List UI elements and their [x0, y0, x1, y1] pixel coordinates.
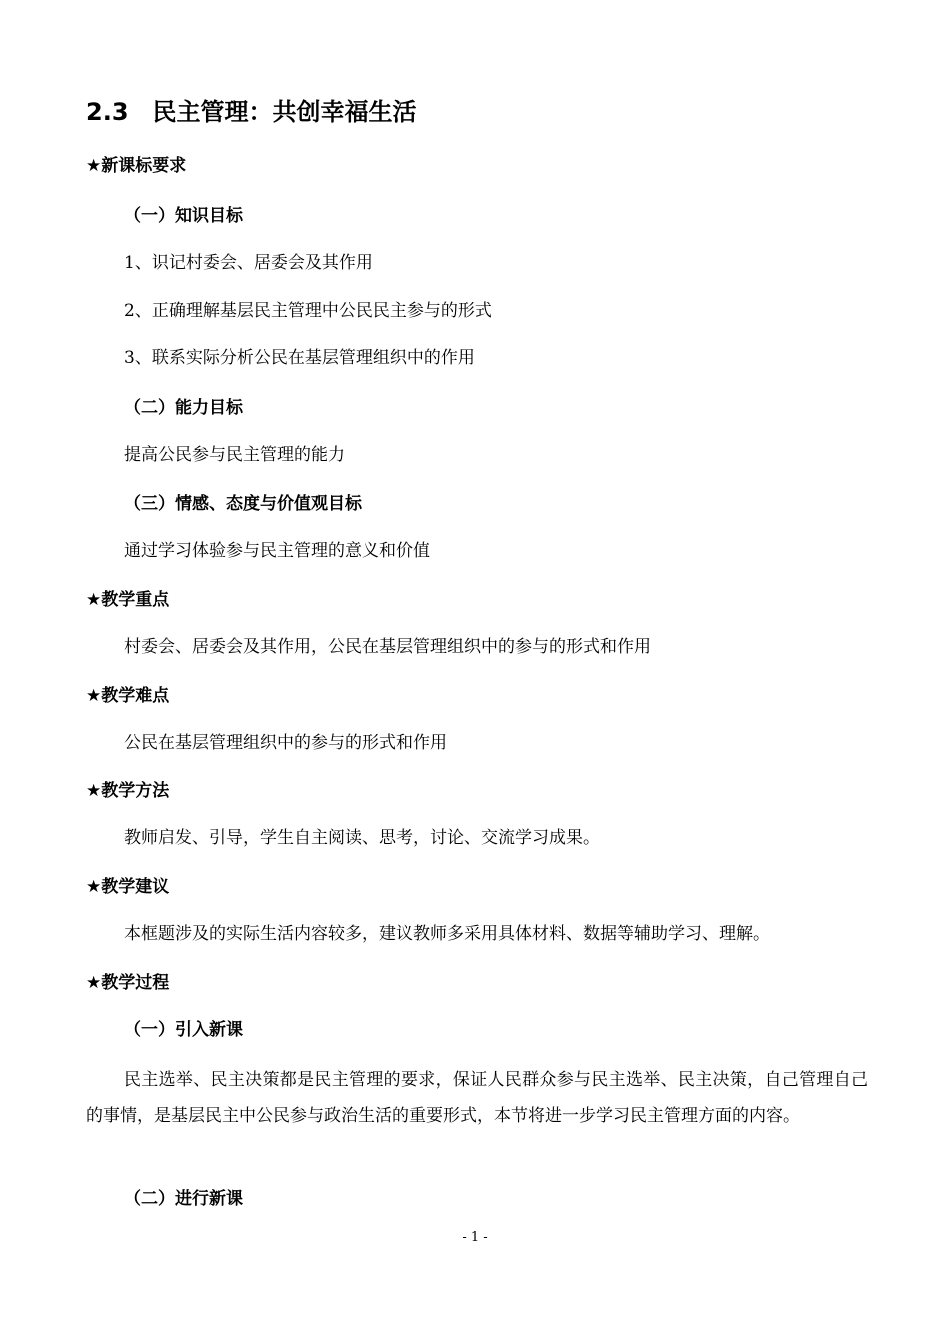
- suggestion-heading: ★教学建议: [86, 877, 170, 897]
- ability-heading: （二）能力目标: [124, 398, 243, 418]
- knowledge-item-3: 3、联系实际分析公民在基层管理组织中的作用: [124, 348, 475, 368]
- method-text: 教师启发、引导，学生自主阅读、思考，讨论、交流学习成果。: [124, 828, 600, 848]
- new-lesson-heading: （二）进行新课: [124, 1189, 243, 1209]
- ability-text: 提高公民参与民主管理的能力: [124, 445, 345, 465]
- process-heading: ★教学过程: [86, 973, 170, 993]
- difficulty-text: 公民在基层管理组织中的参与的形式和作用: [124, 733, 447, 753]
- title-text: 民主管理：共创幸福生活: [152, 98, 417, 126]
- key-points-text: 村委会、居委会及其作用，公民在基层管理组织中的参与的形式和作用: [124, 637, 651, 657]
- emotion-text: 通过学习体验参与民主管理的意义和价值: [124, 541, 430, 561]
- page-number: - 1 -: [462, 1230, 488, 1245]
- page-title: [86, 94, 417, 130]
- difficulty-heading: ★教学难点: [86, 686, 170, 706]
- intro-heading: （一）引入新课: [124, 1020, 243, 1040]
- knowledge-item-2: 2、正确理解基层民主管理中公民民主参与的形式: [124, 301, 492, 321]
- intro-paragraph: 民主选举、民主决策都是民主管理的要求，保证人民群众参与民主选举、民主决策，自己管理自己的事情，是基层民主中公民参与政治生活的重要形式，本节将进一步学习民主管理方面的内容。: [86, 1070, 868, 1126]
- emotion-heading: （三）情感、态度与价值观目标: [124, 494, 362, 514]
- knowledge-item-1: 1、识记村委会、居委会及其作用: [124, 253, 373, 273]
- knowledge-heading: （一）知识目标: [124, 206, 243, 226]
- method-heading: ★教学方法: [86, 781, 170, 801]
- key-points-heading: ★教学重点: [86, 590, 170, 610]
- section-number: 2.3: [86, 98, 129, 126]
- standards-heading: ★新课标要求: [86, 156, 187, 176]
- suggestion-text: 本框题涉及的实际生活内容较多，建议教师多采用具体材料、数据等辅助学习、理解。: [124, 924, 770, 944]
